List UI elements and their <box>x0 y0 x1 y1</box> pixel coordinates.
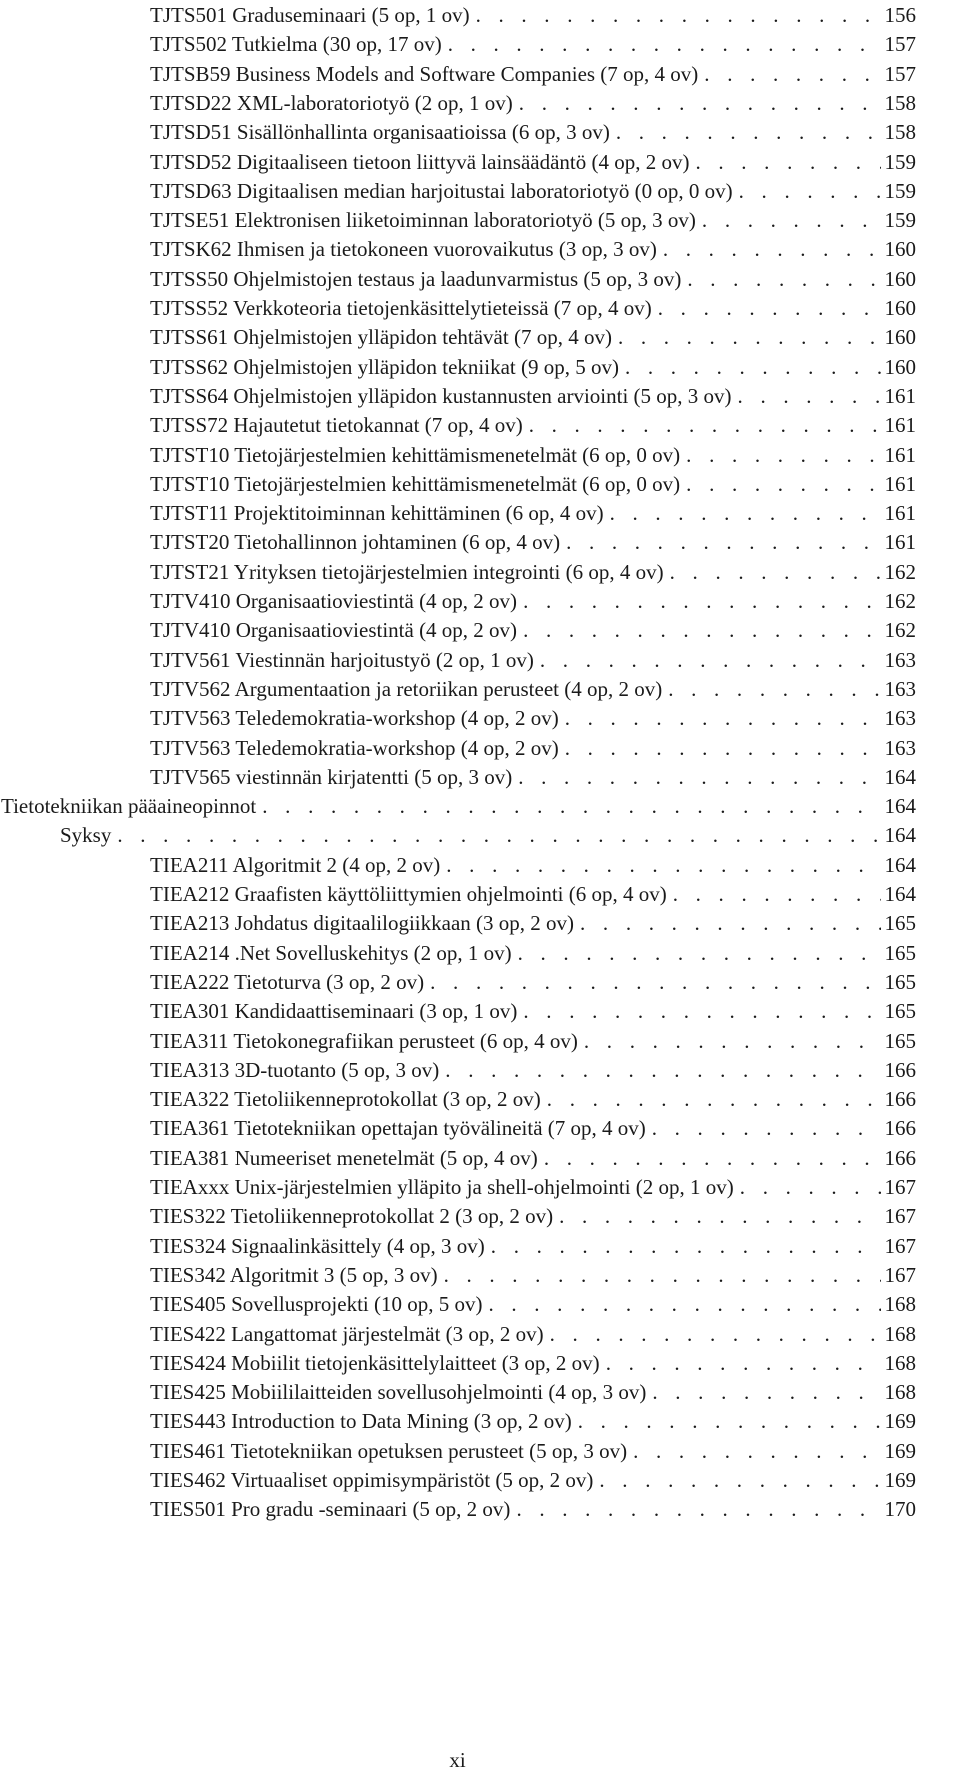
dot-leader <box>438 1260 881 1290</box>
toc-entry <box>150 586 916 616</box>
dot-leader <box>512 938 881 968</box>
dot-leader <box>680 440 880 470</box>
toc-entry-title: TIEA214 .Net Sovelluskehitys (2 op, 1 ov) <box>150 940 512 965</box>
dot-leader <box>657 234 881 264</box>
toc-entry-page: 168 <box>884 1380 916 1405</box>
toc-entry <box>150 1172 916 1202</box>
toc-entry-page: 164 <box>884 794 916 819</box>
dot-leader <box>610 117 881 147</box>
dot-leader <box>619 352 881 382</box>
toc-entry <box>150 615 916 645</box>
dot-leader <box>523 410 881 440</box>
dot-leader <box>424 967 880 997</box>
toc-entry-page: 161 <box>884 413 916 438</box>
toc-entry <box>150 0 916 30</box>
dot-leader <box>646 1377 880 1407</box>
dot-leader <box>604 498 881 528</box>
dot-leader <box>440 850 880 880</box>
dot-leader <box>732 381 881 411</box>
dot-leader <box>541 1084 881 1114</box>
toc-entry-page: 161 <box>884 383 916 408</box>
dot-leader <box>667 879 881 909</box>
toc-entry-page: 164 <box>884 852 916 877</box>
dot-leader <box>482 1289 880 1319</box>
dot-leader <box>578 1026 881 1056</box>
toc-entry-page: 165 <box>884 911 916 936</box>
toc-entry-title: TJTST10 Tietojärjestelmien kehittämismenetelmät (6 op, 0 ov) <box>150 471 681 496</box>
toc-entry <box>150 440 916 470</box>
dot-leader <box>664 557 881 587</box>
dot-leader <box>662 674 880 704</box>
dot-leader <box>510 1494 880 1524</box>
toc-entry-page: 166 <box>884 1057 916 1082</box>
toc-entry <box>150 1231 916 1261</box>
toc-entry-page: 162 <box>884 589 916 613</box>
toc-entry-page: 170 <box>884 1497 916 1522</box>
toc-entry <box>150 1084 916 1114</box>
dot-leader <box>689 147 880 177</box>
toc-entry <box>150 908 916 938</box>
toc-entry <box>150 527 916 557</box>
toc-entry-title: TJTST11 Projektitoiminnan kehittäminen (6 op, 4 ov) <box>150 501 604 526</box>
toc-entry <box>150 1289 916 1319</box>
toc-entry <box>150 117 916 147</box>
toc-entry-title: TIEA212 Graafisten käyttöliittymien ohjelmointi (6 op, 4 ov) <box>150 882 667 906</box>
dot-leader <box>646 1113 881 1143</box>
toc-entry <box>150 88 916 118</box>
dot-leader <box>544 1319 881 1349</box>
toc-entry-title: TJTSS64 Ohjelmistojen ylläpidon kustannusten arviointi (5 op, 3 ov) <box>150 383 732 408</box>
toc-entry-title: TJTSD63 Digitaalisen median harjoitustai laboratoriotyö (0 op, 0 ov) <box>150 178 733 203</box>
toc-entry-page: 166 <box>884 1116 916 1141</box>
toc-section <box>1 791 916 821</box>
toc-entry-page: 163 <box>884 735 916 760</box>
toc-entry-title: Tietotekniikan pääaineopinnot <box>1 794 257 819</box>
toc-entry-title: TIES324 Signaalinkäsittely (4 op, 3 ov) <box>150 1233 485 1258</box>
dot-leader <box>517 996 880 1026</box>
toc-entry-page: 160 <box>884 266 916 291</box>
toc-entry-title: TJTSS72 Hajautetut tietokannat (7 op, 4 ov) <box>150 413 523 438</box>
toc-entry-page: 162 <box>884 559 916 584</box>
dot-leader <box>652 293 881 323</box>
dot-leader <box>513 88 881 118</box>
toc-entry-title: TJTSD52 Digitaaliseen tietoon liittyvä lainsäädäntö (4 op, 2 ov) <box>150 149 690 174</box>
toc-entry-title: TJTV562 Argumentaation ja retoriikan perusteet (4 op, 2 ov) <box>150 676 663 701</box>
toc-entry <box>150 1055 916 1085</box>
toc-entry-page: 167 <box>884 1175 916 1199</box>
dot-leader <box>734 1172 881 1202</box>
toc-entry-page: 163 <box>884 647 916 672</box>
toc-entry <box>150 703 916 733</box>
toc-entry-page: 161 <box>884 442 916 467</box>
toc-entry-title: TJTSD51 Sisällönhallinta organisaatioissa (6 op, 3 ov) <box>150 120 610 145</box>
toc-entry-title: TIEAxxx Unix-järjestelmien ylläpito ja shell-ohjelmointi (2 op, 1 ov) <box>150 1175 734 1199</box>
toc-entry-page: 167 <box>884 1233 916 1258</box>
toc-entry-page: 160 <box>884 296 916 320</box>
toc-entry-title: TIEA381 Numeeriset menetelmät (5 op, 4 ov) <box>150 1145 538 1170</box>
toc-entry-title: TIES462 Virtuaaliset oppimisympäristöt (5 op, 2 ov) <box>150 1468 594 1492</box>
toc-entry <box>150 1113 916 1143</box>
dot-leader <box>485 1231 881 1261</box>
toc-entry-page: 164 <box>884 764 916 789</box>
toc-entry <box>150 264 916 294</box>
toc-entry <box>150 293 916 323</box>
toc-entry-title: TJTV563 Teledemokratia-workshop (4 op, 2 ov) <box>150 735 559 760</box>
toc-subsection <box>60 820 916 850</box>
toc-entry-title: TJTST10 Tietojärjestelmien kehittämismenetelmät (6 op, 0 ov) <box>150 442 681 467</box>
toc-entry-page: 164 <box>884 882 916 906</box>
dot-leader <box>600 1348 881 1378</box>
toc-entry-title: TIEA311 Tietokonegrafiikan perusteet (6 op, 4 ov) <box>150 1028 578 1053</box>
toc-entry <box>150 410 916 440</box>
dot-leader <box>698 59 880 89</box>
dot-leader <box>574 908 880 938</box>
toc-entry-title: TIEA301 Kandidaattiseminaari (3 op, 1 ov) <box>150 999 518 1024</box>
toc-entry-page: 169 <box>884 1468 916 1492</box>
dot-leader <box>553 1201 880 1231</box>
toc-entry-page: 165 <box>884 1028 916 1053</box>
dot-leader <box>627 1436 880 1466</box>
toc-entry-title: TJTV410 Organisaatioviestintä (4 op, 2 ov) <box>150 618 518 643</box>
toc-entry-title: TJTV563 Teledemokratia-workshop (4 op, 2 ov) <box>150 706 559 731</box>
dot-leader <box>733 176 881 206</box>
toc-entry-page: 160 <box>884 325 916 350</box>
toc-entry-page: 163 <box>884 706 916 731</box>
toc-entry-title: TIES424 Mobiilit tietojenkäsittelylaitteet (3 op, 2 ov) <box>150 1350 600 1375</box>
toc-entry-title: TJTST21 Yrityksen tietojärjestelmien integrointi (6 op, 4 ov) <box>150 559 664 584</box>
toc-entry-title: TIES461 Tietotekniikan opetuksen perusteet (5 op, 3 ov) <box>150 1438 628 1463</box>
toc-entry-page: 166 <box>884 1145 916 1170</box>
dot-leader <box>512 762 880 792</box>
dot-leader <box>560 527 880 557</box>
dot-leader <box>517 615 880 645</box>
toc-entry-page: 165 <box>884 969 916 994</box>
toc-entry-title: TJTS502 Tutkielma (30 op, 17 ov) <box>150 32 442 57</box>
toc-entry <box>150 147 916 177</box>
dot-leader <box>612 322 881 352</box>
dot-leader <box>534 645 881 675</box>
toc-entry <box>150 29 916 59</box>
toc-entry-title: TJTSE51 Elektronisen liiketoiminnan laboratoriotyö (5 op, 3 ov) <box>150 208 696 233</box>
toc-entry-title: TIEA222 Tietoturva (3 op, 2 ov) <box>150 969 425 994</box>
toc-entry-page: 168 <box>884 1321 916 1346</box>
toc-entry-title: TJTS501 Graduseminaari (5 op, 1 ov) <box>150 3 470 27</box>
toc-entry <box>150 1201 916 1231</box>
dot-leader <box>538 1143 881 1173</box>
toc-entry <box>150 205 916 235</box>
toc-entry-page: 169 <box>884 1409 916 1434</box>
toc-entry <box>150 938 916 968</box>
toc-entry <box>150 1348 916 1378</box>
toc-entry <box>150 674 916 704</box>
toc-entry-title: TIEA361 Tietotekniikan opettajan työvälineitä (7 op, 4 ov) <box>150 1116 646 1141</box>
dot-leader <box>696 205 881 235</box>
toc-entry <box>150 498 916 528</box>
toc-entry-title: TJTV561 Viestinnän harjoitustyö (2 op, 1 ov) <box>150 647 534 672</box>
toc-entry <box>150 1319 916 1349</box>
toc-entry-page: 159 <box>884 208 916 233</box>
dot-leader <box>470 0 881 30</box>
toc-entry-title: TIEA322 Tietoliikenneprotokollat (3 op, 2 ov) <box>150 1087 541 1112</box>
toc-entry-page: 162 <box>884 618 916 643</box>
toc-entry-title: TJTSD22 XML-laboratoriotyö (2 op, 1 ov) <box>150 90 513 115</box>
toc-entry-page: 165 <box>884 940 916 965</box>
dot-leader <box>572 1406 881 1436</box>
toc-entry-page: 166 <box>884 1087 916 1112</box>
toc-entry <box>150 1377 916 1407</box>
toc-entry-page: 161 <box>884 530 916 555</box>
toc-entry-title: TJTV565 viestinnän kirjatentti (5 op, 3 ov) <box>150 764 513 789</box>
toc-entry-page: 163 <box>884 676 916 701</box>
toc-entry <box>150 1143 916 1173</box>
dot-leader <box>593 1465 880 1495</box>
toc-entry-page: 160 <box>884 354 916 379</box>
toc-entry <box>150 850 916 880</box>
toc-entry-title: TIES342 Algoritmit 3 (5 op, 3 ov) <box>150 1262 438 1287</box>
toc-entry-page: 161 <box>884 471 916 496</box>
toc-entry <box>150 59 916 89</box>
dot-leader <box>517 586 880 616</box>
toc-entry-title: TJTV410 Organisaatioviestintä (4 op, 2 ov) <box>150 589 518 613</box>
toc-entry <box>150 381 916 411</box>
toc-entry-page: 157 <box>884 32 916 57</box>
toc-entry <box>150 322 916 352</box>
toc-entry <box>150 234 916 264</box>
toc-entry-title: TIES425 Mobiililaitteiden sovellusohjelmointi (4 op, 3 ov) <box>150 1380 647 1405</box>
toc-entry-page: 167 <box>884 1262 916 1287</box>
toc-entry <box>150 733 916 763</box>
toc-entry <box>150 645 916 675</box>
dot-leader <box>439 1055 880 1085</box>
toc-entry-page: 158 <box>884 120 916 145</box>
toc-entry <box>150 1436 916 1466</box>
toc-entry-title: TJTST20 Tietohallinnon johtaminen (6 op, 4 ov) <box>150 530 561 555</box>
toc-entry-page: 160 <box>884 237 916 262</box>
toc-entry-title: TJTSS62 Ohjelmistojen ylläpidon tekniikat (9 op, 5 ov) <box>150 354 619 379</box>
toc-entry-title: TJTSS50 Ohjelmistojen testaus ja laadunvarmistus (5 op, 3 ov) <box>150 266 682 291</box>
toc-entry-page: 159 <box>884 149 916 174</box>
toc-entry-title: TJTSS52 Verkkoteoria tietojenkäsittelytieteissä (7 op, 4 ov) <box>150 296 652 320</box>
toc-entry-title: TJTSK62 Ihmisen ja tietokoneen vuorovaikutus (3 op, 3 ov) <box>150 237 657 262</box>
dot-leader <box>680 469 880 499</box>
toc-entry <box>150 1406 916 1436</box>
toc-entry-title: TIEA211 Algoritmit 2 (4 op, 2 ov) <box>150 852 441 877</box>
toc-entry-title: TIES422 Langattomat järjestelmät (3 op, 2 ov) <box>150 1321 544 1346</box>
toc-entry-title: TIES405 Sovellusprojekti (10 op, 5 ov) <box>150 1292 483 1317</box>
toc-entry-page: 157 <box>884 61 916 86</box>
toc-entry-page: 164 <box>884 823 916 848</box>
toc-entry-title: Syksy <box>60 823 112 848</box>
toc-entry-page: 165 <box>884 999 916 1024</box>
toc-entry-page: 169 <box>884 1438 916 1463</box>
toc-entry-title: TJTSS61 Ohjelmistojen ylläpidon tehtävät (7 op, 4 ov) <box>150 325 612 350</box>
toc-entry-page: 168 <box>884 1350 916 1375</box>
toc-entry <box>150 1494 916 1524</box>
toc-entry <box>150 557 916 587</box>
dot-leader <box>681 264 880 294</box>
toc-entry-page: 167 <box>884 1204 916 1229</box>
toc-entry-page: 158 <box>884 90 916 115</box>
toc-entry-title: TIES443 Introduction to Data Mining (3 op, 2 ov) <box>150 1409 572 1434</box>
toc-entry <box>150 1465 916 1495</box>
toc-entry <box>150 469 916 499</box>
toc-entry <box>150 879 916 909</box>
toc-entry-title: TJTSB59 Business Models and Software Companies (7 op, 4 ov) <box>150 61 699 86</box>
dot-leader <box>559 733 881 763</box>
dot-leader <box>256 791 880 821</box>
toc-entry <box>150 1026 916 1056</box>
toc-entry <box>150 1260 916 1290</box>
page-number: xi <box>449 1748 466 1772</box>
toc-entry <box>150 352 916 382</box>
toc-entry <box>150 967 916 997</box>
toc-entry <box>150 996 916 1026</box>
toc-entry-page: 159 <box>884 178 916 203</box>
dot-leader <box>559 703 881 733</box>
toc-entry-title: TIES322 Tietoliikenneprotokollat 2 (3 op, 2 ov) <box>150 1204 554 1229</box>
dot-leader <box>442 29 881 59</box>
toc-entry-title: TIEA213 Johdatus digitaalilogiikkaan (3 op, 2 ov) <box>150 911 575 936</box>
toc-entry-page: 156 <box>884 3 916 27</box>
dot-leader <box>111 820 880 850</box>
toc-entry <box>150 762 916 792</box>
toc-entry-title: TIES501 Pro gradu -seminaari (5 op, 2 ov) <box>150 1497 511 1522</box>
toc-entry-page: 161 <box>884 501 916 526</box>
toc-entry-page: 168 <box>884 1292 916 1317</box>
toc-entry-title: TIEA313 3D-tuotanto (5 op, 3 ov) <box>150 1057 440 1082</box>
toc-entry <box>150 176 916 206</box>
